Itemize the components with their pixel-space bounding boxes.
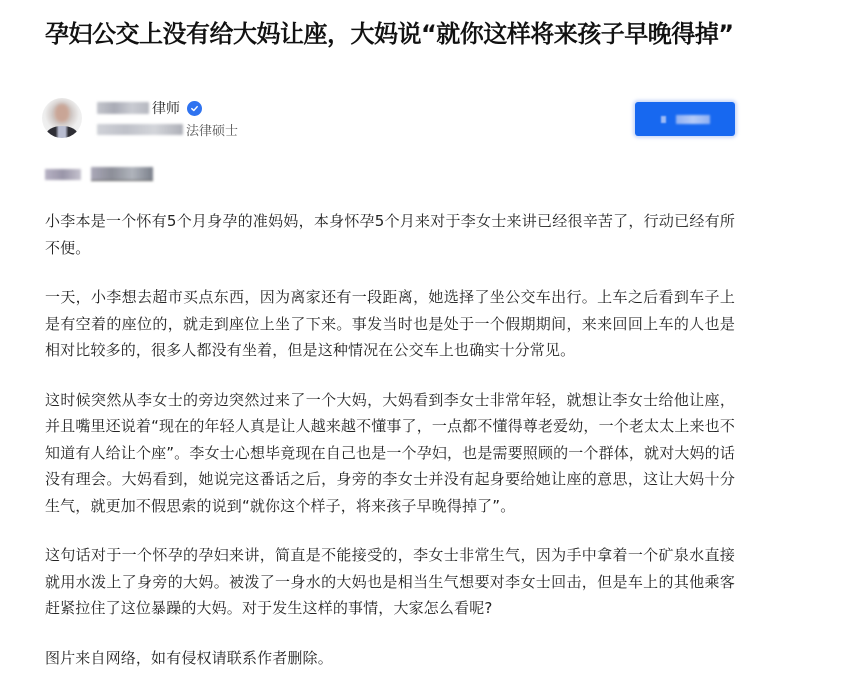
avatar-head-shape (55, 104, 69, 122)
author-description (97, 120, 238, 138)
copyright-note: 图片来自网络，如有侵权请联系作者删除。 (45, 648, 333, 667)
article-meta (45, 166, 153, 182)
paragraph: 小李本是一个怀有5个月身孕的准妈妈，本身怀孕5个月来对于李女士来讲已经很辛苦了，行动已经有所不便。 (45, 212, 735, 257)
author-row (45, 98, 735, 142)
author-name-suffix: 律师 (152, 101, 180, 117)
meta-redacted-link[interactable] (91, 167, 153, 181)
verified-check-icon (187, 101, 202, 116)
avatar-body-shape (46, 126, 78, 138)
author-name-redacted (97, 102, 149, 114)
author-desc-redacted (97, 124, 183, 135)
meta-redacted-a (45, 169, 81, 180)
article-body (45, 208, 735, 694)
follow-button[interactable] (635, 102, 735, 136)
article (45, 0, 735, 667)
plus-icon (661, 116, 666, 123)
article-title: 孕妇公交上没有给大妈让座，大妈说“就你这样将来孩子早晚得掉” (45, 20, 734, 48)
author-name[interactable] (97, 98, 202, 118)
author-desc-suffix: 法律硕士 (186, 123, 239, 139)
author-avatar[interactable] (42, 98, 82, 138)
paragraph: 这时候突然从李女士的旁边突然过来了一个大妈，大妈看到李女士非常年轻，就想让李女士给他让座，并且嘴里还说着“现在的年轻人真是让人越来越不懂事了，一点都不懂得尊老爱幼，一个老太太上来也不知道有人给让个座”。李女士心想毕竟现在自己也是一个孕妇，也是需要照顾的一个群体，就对大妈的话没有理会。大妈看到，她说完这番话之后，身旁的李女士并没有起身要给她让座的意思，这让大妈十分生气，就更加不假思索的说到“就你这个样子，将来孩子早晚得掉了”。 (45, 390, 735, 515)
follow-button-label-redacted (676, 115, 710, 124)
paragraph: 一天，小李想去超市买点东西，因为离家还有一段距离，她选择了坐公交车出行。上车之后看到车子上是有空着的座位的，就走到座位上坐了下来。事发当时也是处于一个假期期间，来来回回上车的人也是相对比较多的，很多人都没有坐着，但是这种情况在公交车上也确实十分常见。 (45, 288, 735, 359)
paragraph: 这句话对于一个怀孕的孕妇来讲，简直是不能接受的，李女士非常生气，因为手中拿着一个矿泉水直接就用水泼上了身旁的大妈。被泼了一身水的大妈也是相当生气想要对李女士回击，但是车上的其他乘客赶紧拉住了这位暴躁的大妈。对于发生这样的事情，大家怎么看呢? (45, 546, 735, 617)
